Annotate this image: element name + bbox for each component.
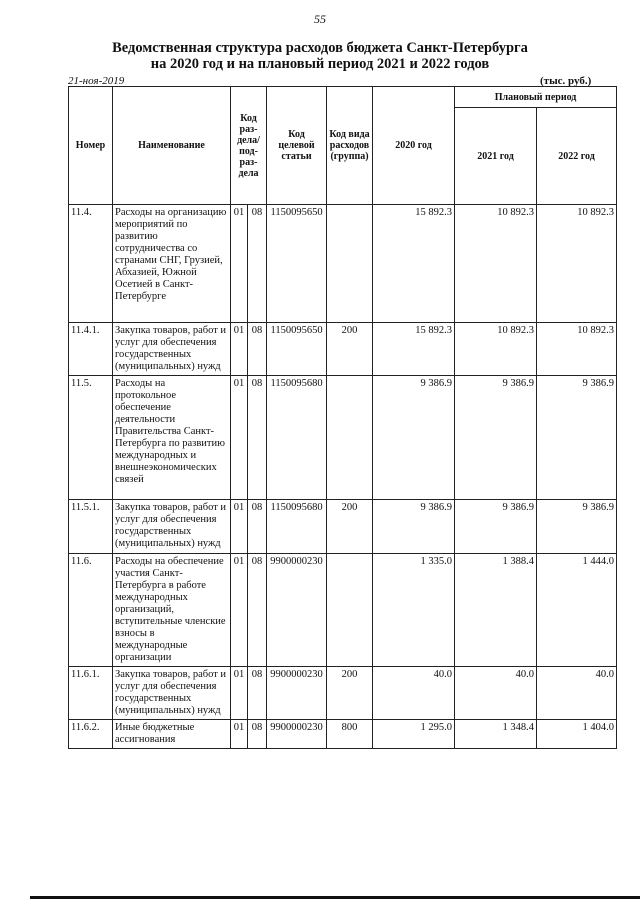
row-amount-2022: 10 892.3: [537, 205, 617, 323]
row-target-code: 1150095650: [267, 205, 327, 323]
row-subsection-code: 08: [248, 205, 267, 323]
row-number: 11.6.1.: [69, 667, 113, 720]
row-expense-type: 200: [327, 667, 373, 720]
header-section-code: Код раз- дела/ под- раз- дела: [231, 87, 267, 205]
row-section-code: 01: [231, 500, 248, 554]
row-subsection-code: 08: [248, 667, 267, 720]
row-amount-2020: 15 892.3: [373, 205, 455, 323]
row-number: 11.5.: [69, 376, 113, 500]
row-name: Закупка товаров, работ и услуг для обеспечения государственных (муниципальных) нужд: [113, 323, 231, 376]
units-label: (тыс. руб.): [540, 75, 592, 87]
row-amount-2020: 40.0: [373, 667, 455, 720]
row-expense-type: [327, 376, 373, 500]
row-subsection-code: 08: [248, 554, 267, 667]
row-expense-type: 200: [327, 500, 373, 554]
row-section-code: 01: [231, 720, 248, 749]
row-section-code: 01: [231, 323, 248, 376]
row-amount-2020: 9 386.9: [373, 500, 455, 554]
row-amount-2021: 10 892.3: [455, 323, 537, 376]
row-amount-2020: 9 386.9: [373, 376, 455, 500]
row-name: Иные бюджетные ассигнования: [113, 720, 231, 749]
row-section-code: 01: [231, 205, 248, 323]
header-target-code: Код целевой статьи: [267, 87, 327, 205]
row-amount-2022: 9 386.9: [537, 500, 617, 554]
row-section-code: 01: [231, 667, 248, 720]
header-year-2020: 2020 год: [373, 87, 455, 205]
title-line-2: на 2020 год и на плановый период 2021 и 2022 годов: [150, 56, 490, 72]
row-name: Расходы на организацию мероприятий по развитию сотрудничества со странами СНГ, Грузией, Абхазией, Южной Осетией в Санкт-Петербурге: [113, 205, 231, 323]
page-number: 55: [314, 12, 326, 26]
row-amount-2022: 9 386.9: [537, 376, 617, 500]
header-year-2022: 2022 год: [537, 108, 617, 205]
document-title: [0, 40, 640, 72]
table-row: [69, 205, 617, 323]
bottom-rule: [30, 896, 640, 899]
header-name: Наименование: [113, 87, 231, 205]
row-target-code: 9900000230: [267, 554, 327, 667]
row-number: 11.6.: [69, 554, 113, 667]
row-amount-2021: 9 386.9: [455, 376, 537, 500]
row-expense-type: 800: [327, 720, 373, 749]
row-amount-2022: 1 444.0: [537, 554, 617, 667]
row-target-code: 9900000230: [267, 667, 327, 720]
document-date: 21-ноя-2019: [68, 75, 125, 87]
row-subsection-code: 08: [248, 376, 267, 500]
header-number: Номер: [69, 87, 113, 205]
table-row: [69, 323, 617, 376]
row-amount-2021: 40.0: [455, 667, 537, 720]
row-amount-2022: 40.0: [537, 667, 617, 720]
header-year-2021: 2021 год: [455, 108, 537, 205]
row-section-code: 01: [231, 376, 248, 500]
row-number: 11.4.: [69, 205, 113, 323]
row-target-code: 1150095680: [267, 500, 327, 554]
row-subsection-code: 08: [248, 323, 267, 376]
row-expense-type: [327, 554, 373, 667]
row-number: 11.4.1.: [69, 323, 113, 376]
table-row: [69, 376, 617, 500]
row-target-code: 1150095680: [267, 376, 327, 500]
row-amount-2022: 1 404.0: [537, 720, 617, 749]
table-row: [69, 720, 617, 749]
row-amount-2021: 1 348.4: [455, 720, 537, 749]
row-subsection-code: 08: [248, 720, 267, 749]
row-name: Закупка товаров, работ и услуг для обеспечения государственных (муниципальных) нужд: [113, 667, 231, 720]
row-expense-type: 200: [327, 323, 373, 376]
header-planned-period: Плановый период: [455, 87, 617, 108]
row-number: 11.5.1.: [69, 500, 113, 554]
table-row: [69, 500, 617, 554]
row-name: Расходы на протокольное обеспечение деятельности Правительства Санкт-Петербурга по развитию международных и внешнеэкономических связей: [113, 376, 231, 500]
row-amount-2021: 10 892.3: [455, 205, 537, 323]
row-name: Расходы на обеспечение участия Санкт-Петербурга в работе международных организаций, вступительные членские взносы в международные организации: [113, 554, 231, 667]
row-amount-2020: 1 335.0: [373, 554, 455, 667]
row-target-code: 9900000230: [267, 720, 327, 749]
table-row: [69, 667, 617, 720]
row-amount-2021: 9 386.9: [455, 500, 537, 554]
row-amount-2020: 15 892.3: [373, 323, 455, 376]
title-line-1: Ведомственная структура расходов бюджета Санкт-Петербурга: [112, 40, 528, 56]
row-amount-2020: 1 295.0: [373, 720, 455, 749]
row-name: Закупка товаров, работ и услуг для обеспечения государственных (муниципальных) нужд: [113, 500, 231, 554]
table-row: [69, 554, 617, 667]
row-section-code: 01: [231, 554, 248, 667]
budget-table: [68, 86, 617, 749]
row-subsection-code: 08: [248, 500, 267, 554]
row-number: 11.6.2.: [69, 720, 113, 749]
row-amount-2022: 10 892.3: [537, 323, 617, 376]
row-target-code: 1150095650: [267, 323, 327, 376]
row-expense-type: [327, 205, 373, 323]
header-expense-type-code: Код вида расходов (группа): [327, 87, 373, 205]
row-amount-2021: 1 388.4: [455, 554, 537, 667]
